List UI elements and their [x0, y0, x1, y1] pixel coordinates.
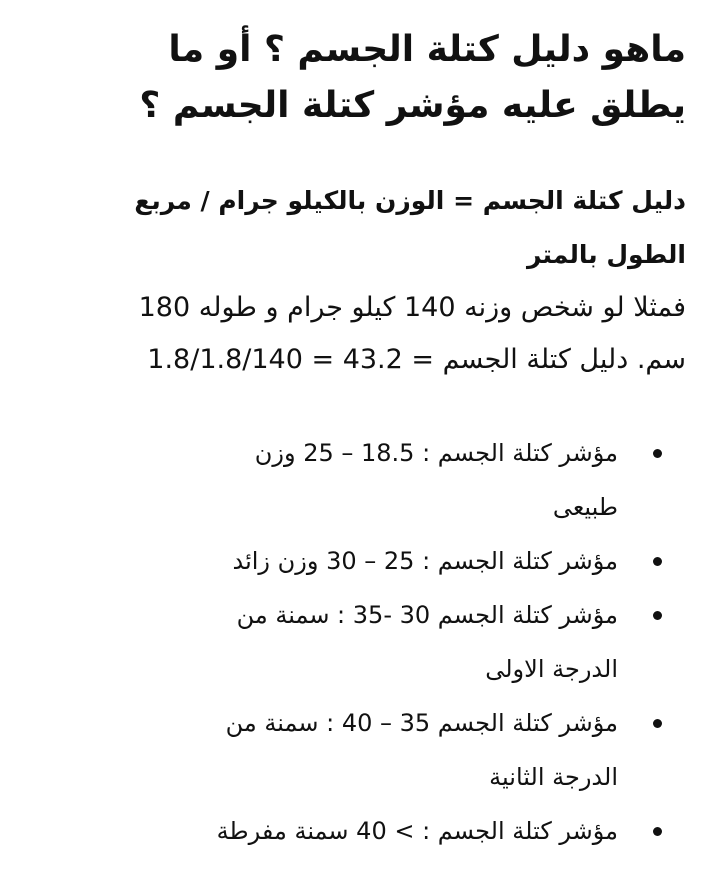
- example-line-2: سم. دليل كتلة الجسم = 43.2 = 1.8/1.8/140: [147, 344, 686, 375]
- category-line-1: مؤشر كتلة الجسم : > 40 سمنة مفرطة: [216, 817, 618, 845]
- example-line-1: فمثلا لو شخص وزنه 140 كيلو جرام و طوله 180: [138, 292, 686, 323]
- bullet-icon: [653, 827, 662, 836]
- list-item: [40, 534, 618, 588]
- heading-line-2: يطلق عليه مؤشر كتلة الجسم ؟: [139, 85, 686, 126]
- category-line-2: الدرجة الثانية: [489, 763, 618, 791]
- list-item: [40, 804, 618, 858]
- bullet-icon: [653, 449, 662, 458]
- formula-line-1: دليل كتلة الجسم = الوزن بالكيلو جرام / مربع: [134, 186, 686, 215]
- category-line-1: مؤشر كتلة الجسم 30 -35 : سمنة من: [236, 601, 618, 629]
- category-line-1: مؤشر كتلة الجسم 35 – 40 : سمنة من: [225, 709, 618, 737]
- category-line-1: مؤشر كتلة الجسم : 25 – 30 وزن زائد: [232, 547, 618, 575]
- list-item: [40, 426, 618, 534]
- category-line-2: الدرجة الاولى: [485, 655, 618, 683]
- list-item: [40, 696, 618, 804]
- formula-line-2: الطول بالمتر: [526, 240, 686, 269]
- bmi-formula: [40, 174, 686, 282]
- bullet-icon: [653, 557, 662, 566]
- bmi-example: [40, 282, 686, 386]
- bullet-icon: [653, 719, 662, 728]
- heading-line-1: ماهو دليل كتلة الجسم ؟ أو ما: [168, 29, 686, 70]
- list-item: [40, 588, 618, 696]
- category-line-1: مؤشر كتلة الجسم : 18.5 – 25 وزن: [254, 439, 618, 467]
- category-line-2: طبيعى: [552, 493, 618, 521]
- bmi-categories-list: [40, 426, 686, 858]
- article-heading: [40, 22, 686, 134]
- bullet-icon: [653, 611, 662, 620]
